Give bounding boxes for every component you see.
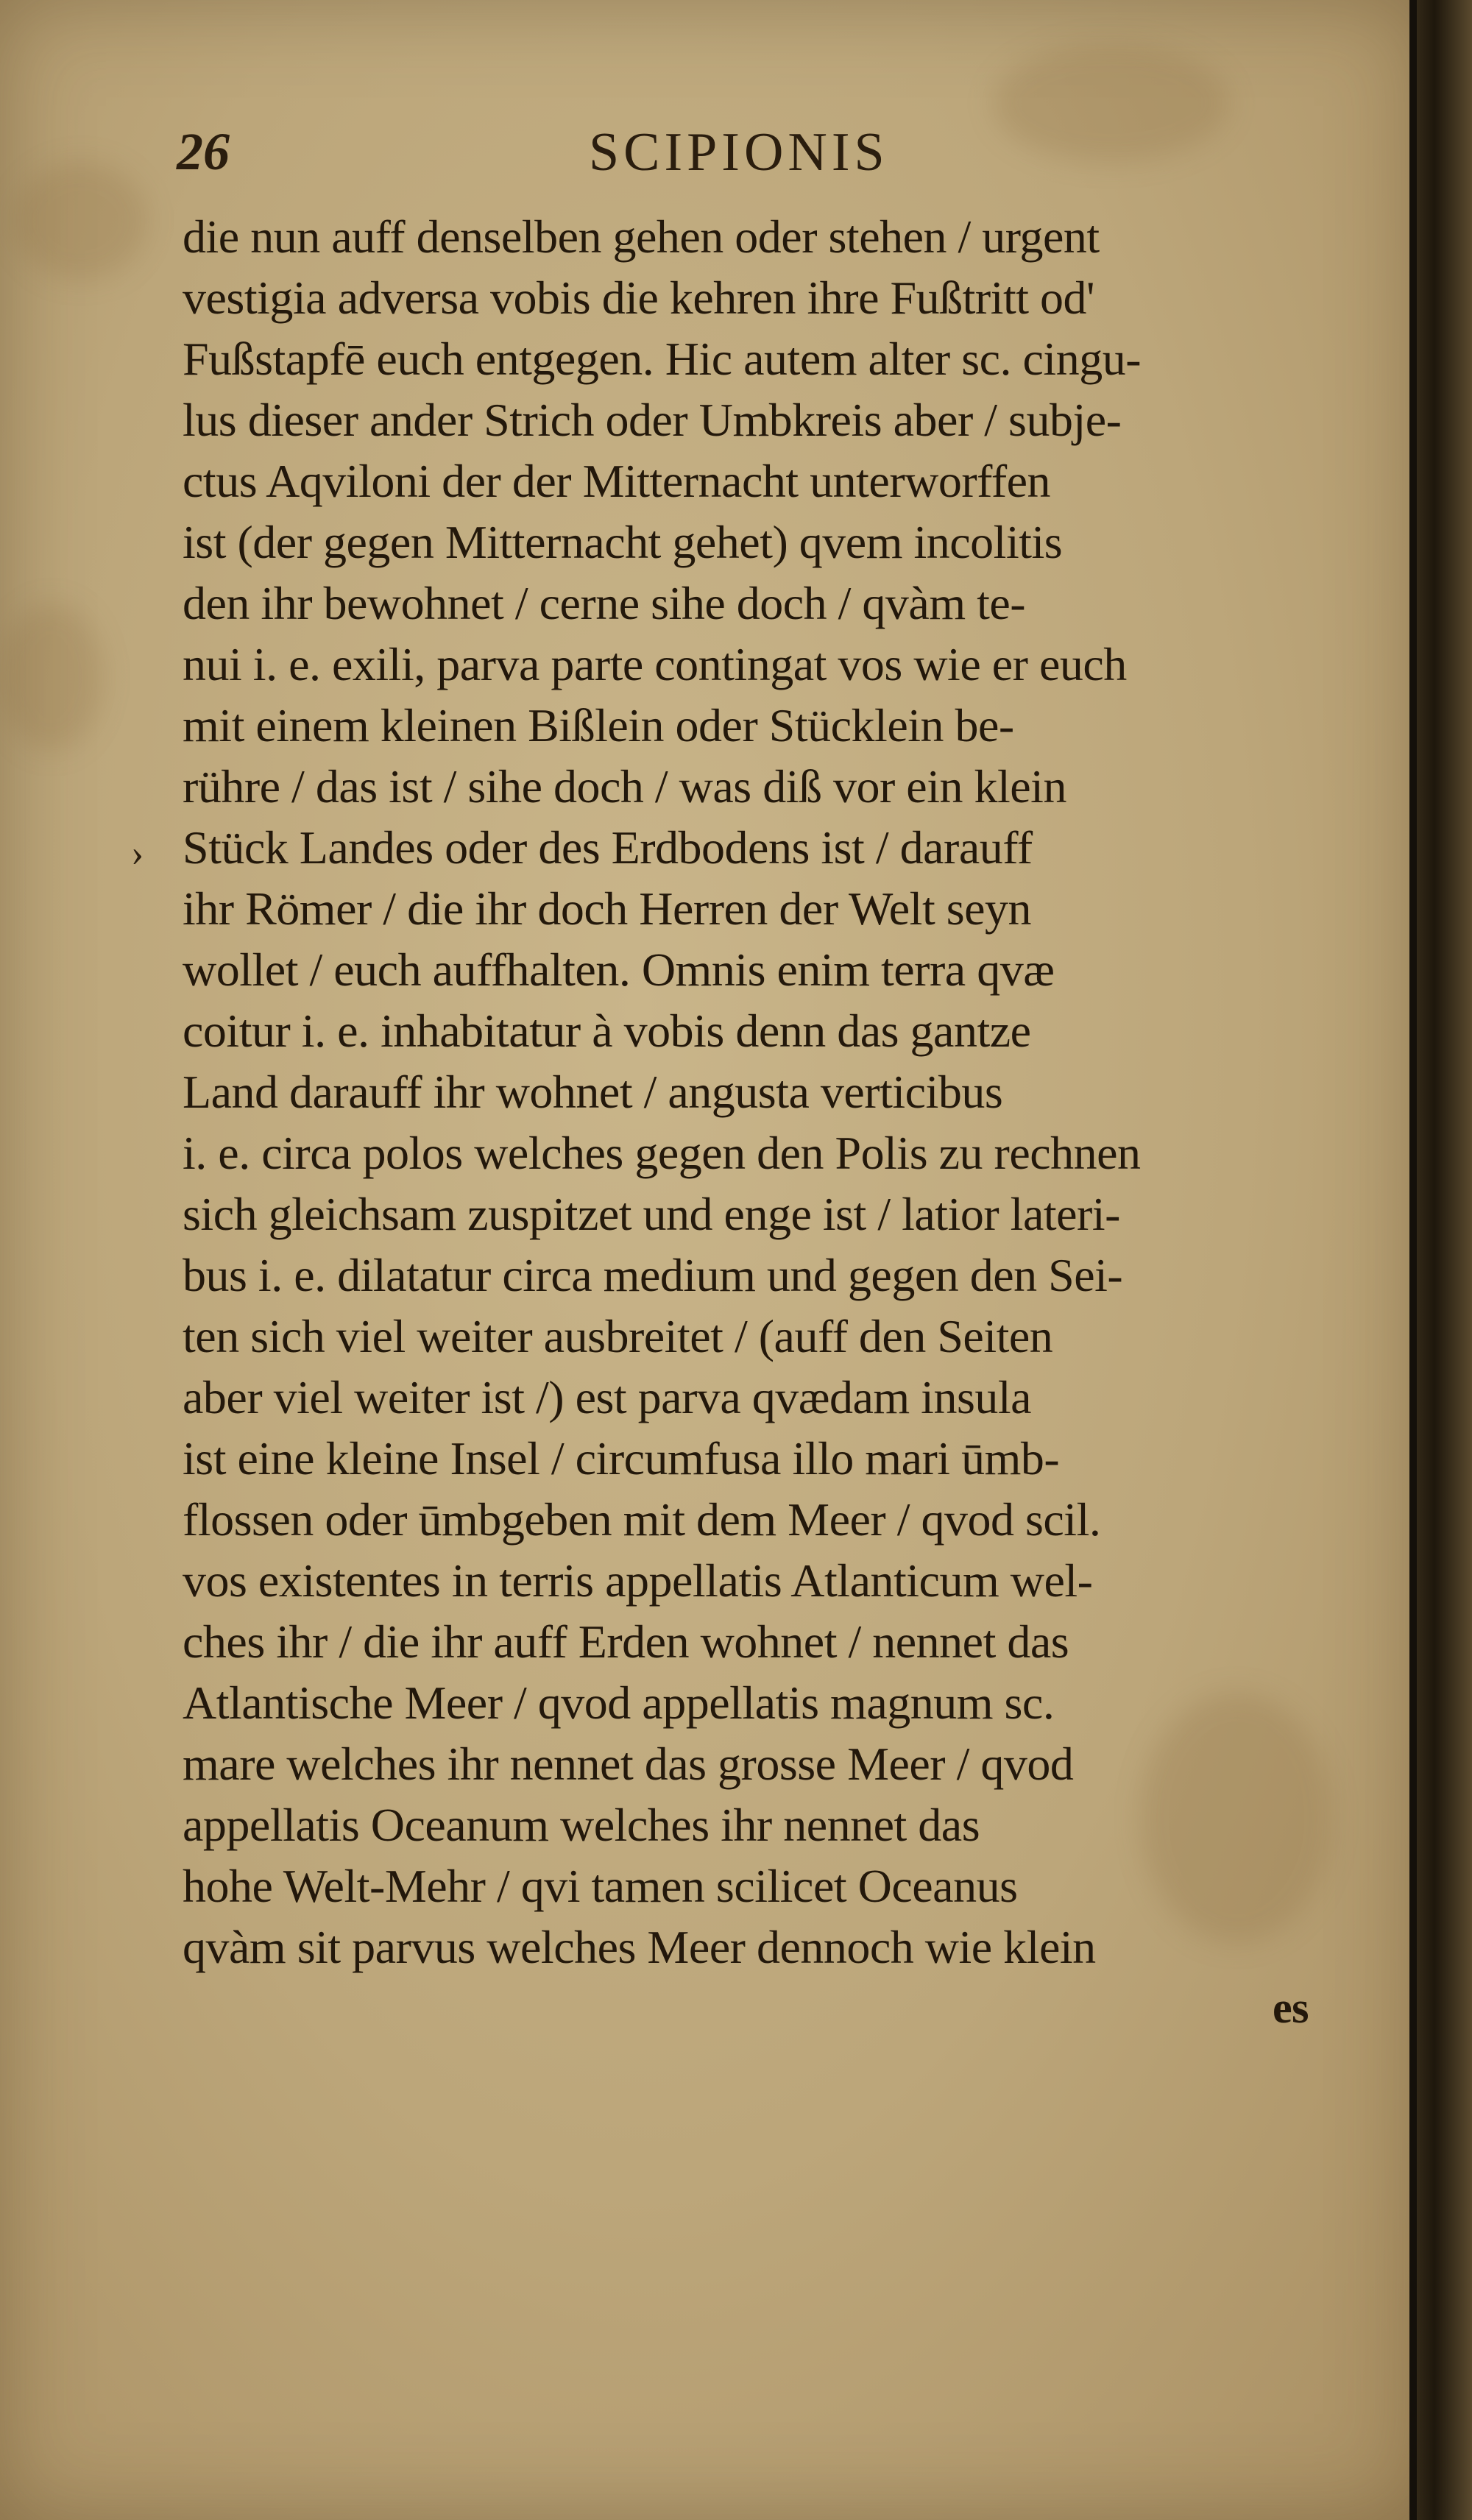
text-line: Land darauff ihr wohnet / angusta verticibus [183,1066,1003,1118]
body-text [183,206,1331,2039]
text-line: lus dieser ander Strich oder Umbkreis aber / subje- [183,394,1122,446]
paper-stain [15,162,147,280]
text-line: ches ihr / die ihr auff Erden wohnet / nennet das [183,1615,1069,1668]
text-line: wollet / euch auffhalten. Omnis enim terra qvæ [183,944,1055,996]
page-header [177,121,1325,188]
text-line: vestigia adversa vobis die kehren ihre Fußtritt od' [183,272,1095,324]
text-line: Fußstapfē euch entgegen. Hic autem alter sc. cingu- [183,333,1141,385]
text-line: den ihr bewohnet / cerne sihe doch / qvàm te- [183,577,1026,629]
text-line: bus i. e. dilatatur circa medium und gegen den Sei- [183,1249,1123,1301]
paper-stain [0,604,103,751]
text-line: aber viel weiter ist /) est parva qvædam insula [183,1371,1032,1423]
text-line: hohe Welt-Mehr / qvi tamen scilicet Oceanus [183,1860,1018,1912]
text-line: flossen oder ūmbgeben mit dem Meer / qvod scil. [183,1493,1101,1546]
text-line: mare welches ihr nennet das grosse Meer / qvod [183,1738,1074,1790]
text-line: ist eine kleine Insel / circumfusa illo mari ūmb- [183,1432,1060,1484]
text-line: Atlantische Meer / qvod appellatis magnum sc. [183,1677,1055,1729]
text-line: Stück Landes oder des Erdbodens ist / darauff [183,821,1033,874]
margin-mark: › [131,832,144,874]
text-line: i. e. circa polos welches gegen den Polis zu rechnen [183,1127,1141,1179]
text-line: rühre / das ist / sihe doch / was diß vor ein klein [183,760,1066,813]
text-line: die nun auff denselben gehen oder stehen / urgent [183,210,1100,263]
text-line: sich gleichsam zuspitzet und enge ist / latior lateri- [183,1188,1120,1240]
text-line: ihr Römer / die ihr doch Herren der Welt seyn [183,882,1032,935]
book-gutter-edge [1409,0,1472,2520]
page-edge-rule [1409,0,1417,2520]
text-line: ist (der gegen Mitternacht gehet) qvem incolitis [183,516,1063,568]
running-head: SCIPIONIS [589,122,889,183]
text-line: ctus Aqviloni der der Mitternacht unterworffen [183,455,1051,507]
text-line: mit einem kleinen Bißlein oder Stücklein be- [183,699,1014,751]
text-line: nui i. e. exili, parva parte contingat vos wie er euch [183,638,1127,690]
text-line: qvàm sit parvus welches Meer dennoch wie klein [183,1921,1096,1973]
text-line: vos existentes in terris appellatis Atlanticum wel- [183,1554,1093,1607]
text-line: coitur i. e. inhabitatur à vobis denn das gantze [183,1005,1031,1057]
page-number: 26 [177,122,230,181]
text-line: ten sich viel weiter ausbreitet / (auff den Seiten [183,1310,1053,1362]
catchword: es [1273,1983,1309,2032]
text-line: appellatis Oceanum welches ihr nennet das [183,1799,980,1851]
